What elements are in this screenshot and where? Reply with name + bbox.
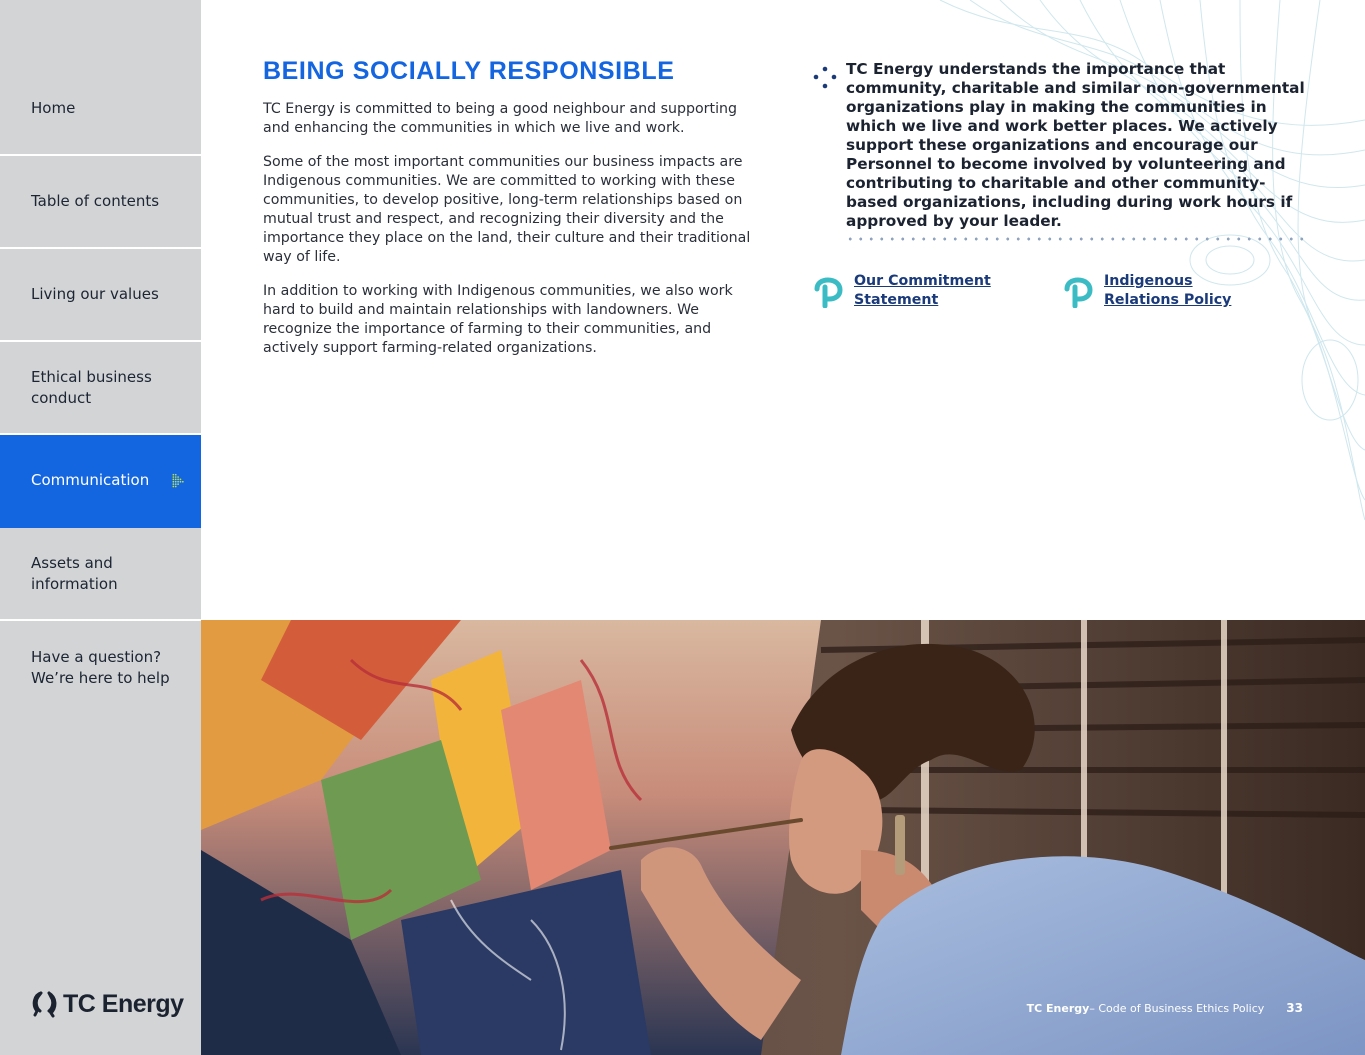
document-p-icon xyxy=(812,276,844,308)
indigenous-relations-policy-link[interactable] xyxy=(1062,272,1231,310)
sidebar-nav xyxy=(0,0,201,1055)
footer-company: TC Energy xyxy=(1026,1001,1090,1015)
footer-doc-title: – Code of Business Ethics Policy xyxy=(1089,1001,1265,1015)
nav-item-label: Communication xyxy=(31,471,150,489)
mural-painting-photo xyxy=(201,620,1365,1055)
nav-item-table-of-contents[interactable] xyxy=(0,156,201,249)
page-footer xyxy=(1027,1001,1303,1015)
dotted-divider xyxy=(845,236,1305,242)
tc-energy-logo-mark-icon xyxy=(30,989,60,1019)
brand-name: TC Energy xyxy=(63,989,184,1018)
document-p-icon xyxy=(1062,276,1094,308)
paragraph: TC Energy is committed to being a good neighbour and supporting and enhancing the communities in which we live and work. xyxy=(263,101,738,136)
nav-item-label: Home xyxy=(31,99,76,117)
nav-item-have-a-question[interactable] xyxy=(0,621,201,714)
nav-item-label: Table of contents xyxy=(31,192,160,210)
nav-item-label: Ethical business conduct xyxy=(31,367,152,407)
nav-item-home[interactable] xyxy=(0,63,201,156)
nav-item-label: Living our values xyxy=(31,285,159,303)
nav-item-label: Have a question? We’re here to help xyxy=(31,648,170,687)
page-number: 33 xyxy=(1286,1001,1303,1015)
page-title: BEING SOCIALLY RESPONSIBLE xyxy=(263,57,675,85)
nav-item-label: Assets and information xyxy=(31,553,118,593)
nav-item-assets-and-information[interactable] xyxy=(0,528,201,621)
callout-text: TC Energy understands the importance that community, charitable and similar non-governmental organizations play in making the communities in which we live and work better places. We actively support these organizations and encourage our Personnel to become involved by volunteering and contributing to charitable and other community-based organizations, including during work hours if approved by your leader. xyxy=(846,60,1305,230)
body-text xyxy=(263,100,753,373)
our-commitment-statement-link-text[interactable]: Our Commitment Statement xyxy=(854,273,991,308)
nav-item-ethical-business-conduct[interactable] xyxy=(0,342,201,435)
our-commitment-statement-link[interactable] xyxy=(812,272,991,310)
paragraph: Some of the most important communities our business impacts are Indigenous communities. We are committed to working with these communities, to develop positive, long-term relationships based on mutual trust and respect, and recognizing their diversity and the importance they place on the land, their culture and their traditional way of life. xyxy=(263,154,751,265)
dotted-arrow-right-icon xyxy=(171,471,187,491)
nav-item-communication[interactable] xyxy=(0,435,201,528)
paragraph: In addition to working with Indigenous communities, we also work hard to build and maintain relationships with landowners. We recognize the importance of farming to their communities, and actively support farming-related organizations. xyxy=(263,283,733,356)
dots-bullet-icon xyxy=(812,66,838,92)
nav-item-living-our-values[interactable] xyxy=(0,249,201,342)
indigenous-relations-policy-link-text[interactable]: Indigenous Relations Policy xyxy=(1104,273,1232,308)
tc-energy-logo xyxy=(30,989,184,1019)
